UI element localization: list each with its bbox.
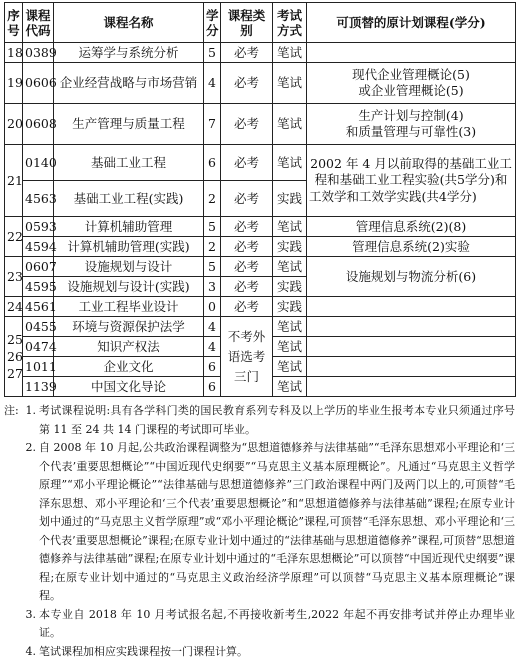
row-seq: 24 xyxy=(5,297,23,317)
row-code: 0140 xyxy=(23,145,54,181)
note-item xyxy=(4,439,515,606)
row-code: 0455 xyxy=(23,317,54,337)
row-name: 基础工业工程(实践) xyxy=(54,181,204,217)
header-seq: 序号 xyxy=(5,3,23,43)
row-category: 必考 xyxy=(221,297,273,317)
table-row xyxy=(5,43,516,63)
row-credit: 6 xyxy=(204,145,221,181)
note-item xyxy=(4,402,515,439)
row-exam: 笔试 xyxy=(273,357,307,377)
row-credit: 6 xyxy=(204,377,221,397)
row-seq: 27 xyxy=(7,366,23,381)
header-category: 课程类别 xyxy=(221,3,273,43)
row-replace xyxy=(307,317,516,337)
note-text: 本专业自 2018 年 10 月考试报名起,不再接收新考生,2022 年起不再安排考试并停止办理毕业证。 xyxy=(39,607,515,639)
row-replace xyxy=(307,337,516,357)
row-name: 计算机辅助管理 xyxy=(54,217,204,237)
header-exam: 考试方式 xyxy=(273,3,307,43)
row-category: 必考 xyxy=(221,145,273,181)
note-item xyxy=(4,606,515,643)
header-credit: 学分 xyxy=(204,3,221,43)
row-code: 0608 xyxy=(23,104,54,145)
row-replace: 设施规划与物流分析(6) xyxy=(307,257,516,297)
header-code: 课程代码 xyxy=(23,3,54,43)
row-name: 生产管理与质量工程 xyxy=(54,104,204,145)
row-category: 必考 xyxy=(221,237,273,257)
row-exam: 笔试 xyxy=(273,377,307,397)
row-exam: 笔试 xyxy=(273,104,307,145)
row-code: 0389 xyxy=(23,43,54,63)
row-exam: 笔试 xyxy=(273,217,307,237)
note-text: 考试课程说明:具有各学科门类的国民教育系列专科及以上学历的毕业生报考本专业只须通过序号第 11 至 24 共 14 门课程的考试即可毕业。 xyxy=(39,404,515,436)
row-replace xyxy=(307,377,516,397)
row-credit: 2 xyxy=(204,237,221,257)
row-name: 基础工业工程 xyxy=(54,145,204,181)
row-seq: 20 xyxy=(5,104,23,145)
note-number: 3. xyxy=(25,607,36,621)
table-row xyxy=(5,145,516,181)
row-seq: 21 xyxy=(5,145,23,217)
row-name: 设施规划与设计 xyxy=(54,257,204,277)
row-credit: 3 xyxy=(204,277,221,297)
row-code: 4595 xyxy=(23,277,54,297)
row-category: 必考 xyxy=(221,104,273,145)
row-replace xyxy=(307,297,516,317)
row-replace: 2002 年 4 月以前取得的基础工业工程和基础工业工程实验(共5学分)和工效学和工效学实践(共4学分) xyxy=(307,145,516,217)
table-row xyxy=(5,297,516,317)
row-replace: 管理信息系统(2)(8) xyxy=(307,217,516,237)
row-name: 企业经营战略与市场营销 xyxy=(54,63,204,104)
row-exam: 笔试 xyxy=(273,63,307,104)
row-replace: 管理信息系统(2)实验 xyxy=(307,237,516,257)
row-code: 0474 xyxy=(23,337,54,357)
header-name: 课程名称 xyxy=(54,3,204,43)
row-category: 必考 xyxy=(221,63,273,104)
row-code: 4561 xyxy=(23,297,54,317)
row-name: 企业文化 xyxy=(54,357,204,377)
row-code: 0606 xyxy=(23,63,54,104)
row-credit: 4 xyxy=(204,317,221,337)
row-replace xyxy=(307,357,516,377)
row-exam: 实践 xyxy=(273,277,307,297)
note-number: 2. xyxy=(25,441,36,454)
row-code: 1011 xyxy=(23,357,54,377)
row-credit: 4 xyxy=(204,337,221,357)
row-credit: 5 xyxy=(204,217,221,237)
row-credit: 5 xyxy=(204,257,221,277)
row-seq-group xyxy=(5,317,23,397)
row-exam: 笔试 xyxy=(273,337,307,357)
row-credit: 0 xyxy=(204,297,221,317)
row-credit: 7 xyxy=(204,104,221,145)
row-credit: 2 xyxy=(204,181,221,217)
course-table xyxy=(4,2,516,397)
row-replace: 生产计划与控制(4) 和质量管理与可靠性(3) xyxy=(307,104,516,145)
table-row xyxy=(5,104,516,145)
row-credit: 5 xyxy=(204,43,221,63)
row-seq: 26 xyxy=(7,349,23,364)
row-seq: 18 xyxy=(5,43,23,63)
row-category: 必考 xyxy=(221,257,273,277)
row-name: 中国文化导论 xyxy=(54,377,204,397)
note-text: 自 2008 年 10 月起,公共政治课程调整为“思想道德修养与法律基础”“毛泽东思想邓小平理论和‘三个代表’重要思想概论”“中国近现代史纲要”“马克思主义基本原理概论”。凡通过“马克思主义哲学原理”“邓小平理论概论”“法律基础与思想道德修养”三门政治课程中两门及两门以上的,可顶替“毛泽东思想、邓小平理论和‘三个代表’重要思想概论”和“思想道德修养与法律基础”课程;在原专业计划中通过的“马克思主义哲学原理”或“邓小平理论概论”课程,可顶替“毛泽东思想、邓小平理论和‘三个代表’重要思想概论”课程;在原专业计划中通过的“法律基础与思想道德修养”课程,可顶替“思想道德修养与法律基础”课程;在原专业计划中通过的“毛泽东思想概论”可以顶替“中国近现代史纲要”课程;在原专业计划中通过的“马克思主义政治经济学原理”可以顶替“马克思主义基本原理概论”课程。 xyxy=(39,441,515,602)
note-number: 1. xyxy=(25,404,36,417)
note-text: 笔试课程加相应实践课程按一门课程计算。 xyxy=(39,644,248,658)
header-row xyxy=(5,3,516,43)
table-row xyxy=(5,317,516,337)
row-code: 0593 xyxy=(23,217,54,237)
row-name: 环境与资源保护法学 xyxy=(54,317,204,337)
table-row xyxy=(5,237,516,257)
row-seq: 22 xyxy=(5,217,23,257)
row-name: 知识产权法 xyxy=(54,337,204,357)
row-seq: 23 xyxy=(5,257,23,297)
row-category: 必考 xyxy=(221,181,273,217)
table-row xyxy=(5,257,516,277)
row-seq: 25 xyxy=(7,332,23,347)
row-code: 4594 xyxy=(23,237,54,257)
row-replace: 现代企业管理概论(5) 或企业管理概论(5) xyxy=(307,63,516,104)
row-replace xyxy=(307,43,516,63)
row-exam: 笔试 xyxy=(273,257,307,277)
note-number: 4. xyxy=(25,644,36,658)
table-row xyxy=(5,217,516,237)
row-exam: 实践 xyxy=(273,297,307,317)
row-credit: 4 xyxy=(204,63,221,104)
header-replace: 可顶替的原计划课程(学分) xyxy=(307,3,516,43)
row-code: 0607 xyxy=(23,257,54,277)
row-exam: 实践 xyxy=(273,237,307,257)
row-category: 不考外语选考三门 xyxy=(221,317,273,397)
row-seq: 19 xyxy=(5,63,23,104)
row-name: 运筹学与系统分析 xyxy=(54,43,204,63)
row-category: 必考 xyxy=(221,43,273,63)
row-exam: 笔试 xyxy=(273,145,307,181)
row-code: 4563 xyxy=(23,181,54,217)
row-name: 计算机辅助管理(实践) xyxy=(54,237,204,257)
row-exam: 笔试 xyxy=(273,43,307,63)
notes-label: 注: xyxy=(4,404,19,417)
note-item xyxy=(4,643,515,661)
row-credit: 6 xyxy=(204,357,221,377)
row-exam: 笔试 xyxy=(273,317,307,337)
notes xyxy=(4,402,515,661)
table-row xyxy=(5,63,516,104)
row-name: 设施规划与设计(实践) xyxy=(54,277,204,297)
row-code: 1139 xyxy=(23,377,54,397)
row-exam: 实践 xyxy=(273,181,307,217)
row-category: 必考 xyxy=(221,217,273,237)
row-name: 工业工程毕业设计 xyxy=(54,297,204,317)
row-category: 必考 xyxy=(221,277,273,297)
